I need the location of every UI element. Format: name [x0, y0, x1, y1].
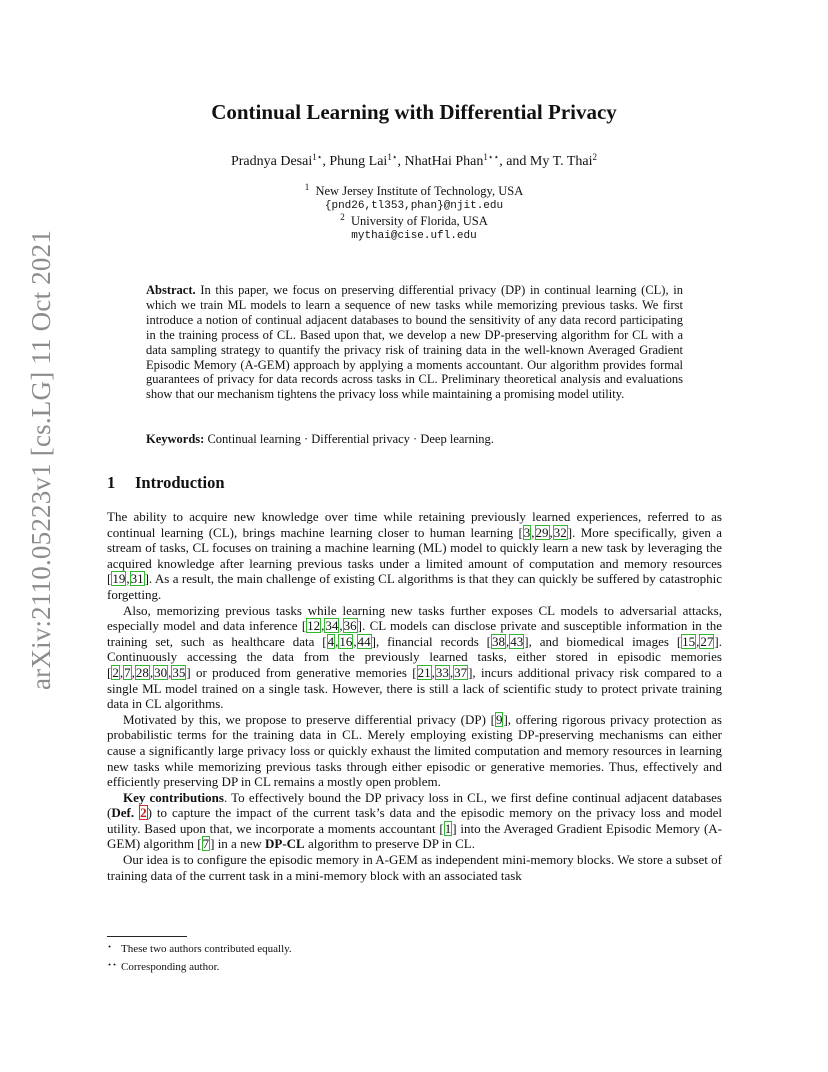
citation-link[interactable]: 9	[495, 711, 503, 727]
author-affil-mark: 1⋆	[387, 152, 398, 162]
citation-link[interactable]: 34	[325, 618, 339, 634]
introduction-body	[107, 509, 722, 883]
citation-link[interactable]: 19	[112, 571, 126, 587]
citation-link[interactable]: 37	[454, 664, 468, 680]
citation-link[interactable]: 15	[682, 633, 696, 649]
bold-term: DP-CL	[264, 836, 305, 852]
affil-mark: 2	[340, 212, 345, 222]
citation-link[interactable]: 1	[444, 820, 452, 836]
bold-term: Def.	[111, 805, 140, 821]
author-affil-mark: 1⋆	[312, 152, 323, 162]
keywords-label: Keywords:	[146, 432, 205, 446]
affiliation-line	[0, 214, 828, 229]
footnotes	[107, 939, 722, 975]
author-name: Phung Lai	[329, 154, 388, 169]
footnote-rule	[107, 936, 187, 937]
author-name: Pradnya Desai	[230, 154, 313, 169]
affiliations	[0, 184, 828, 244]
citation-link[interactable]: 27	[700, 633, 714, 649]
author-affil-mark: 1⋆⋆	[483, 152, 500, 162]
author-list	[0, 154, 828, 170]
abstract-label: Abstract.	[146, 283, 196, 297]
affiliation-line	[0, 184, 828, 199]
citation-link[interactable]: 29	[535, 524, 549, 540]
footnote	[107, 957, 722, 975]
citation-link[interactable]: 28	[135, 664, 149, 680]
author-name: NhatHai Phan	[404, 154, 484, 169]
section-title: Introduction	[135, 473, 225, 492]
body-paragraph: Key contributions. To effectively bound the DP privacy loss in CL, we first define continual adjacent databases (Def. 2) to capture the impact of the current task’s data and the episodic memory on the privacy loss and model utility. Based upon that, we incorporate a moments accountant [1] into the Averaged Gradient Episodic Memory (A-GEM) algorithm [7] in a new DP-CL algorithm to preserve DP in CL.	[107, 789, 722, 852]
abstract-text: In this paper, we focus on preserving differential privacy (DP) in continual learning (CL), in which we train ML models to learn a sequence of new tasks while memorizing previous tasks. We first introduce a notion of continual adjacent databases to bound the sensitivity of any data record participating in the training process of CL. Based upon that, we develop a new DP-preserving algorithm for CL with a data sampling strategy to quantify the privacy risk of training data in the well-known Averaged Gradient Episodic Memory (A-GEM) approach by applying a moments accountant. Our algorithm provides formal guarantees of privacy for data records across tasks in CL. Preliminary theoretical analysis and evaluations show that our mechanism tightens the privacy loss while maintaining a promising model utility.	[146, 283, 683, 402]
citation-link[interactable]: 30	[154, 664, 168, 680]
citation-link[interactable]: 36	[343, 618, 357, 634]
citation-link[interactable]: 2	[112, 664, 119, 680]
body-paragraph: Also, memorizing previous tasks while learning new tasks further exposes CL models to adversarial attacks, especially model and data inference [12,34,36]. CL models can disclose private and susceptible information in the training set, such as healthcare data [4,16,44], financial records [38,43], and biomedical images [15,27]. Continuously accessing the data from the previously learned tasks, either stored in episodic memories [2,7,28,30,35] or produced from generative memories [21,33,37], incurs additional privacy risk compared to a single ML model trained on a single task. However, there is still a lack of scientific study to protect private training data in CL algorithms.	[107, 602, 722, 712]
arxiv-side-stamp: arXiv:2110.05223v1 [cs.LG] 11 Oct 2021	[26, 229, 56, 690]
citation-link[interactable]: 44	[357, 633, 371, 649]
author-separator: , and	[499, 154, 530, 169]
definition-link[interactable]: 2	[140, 805, 147, 821]
citation-link[interactable]: 12	[307, 618, 321, 634]
body-paragraph: Motivated by this, we propose to preserve differential privacy (DP) [9], offering rigorous privacy protection as probabilistic terms for the training data in CL. Merely employing existing DP-preserving mechanisms can either cause a significantly large privacy loss or quickly exhaust the limited computation and memory resources in learning new tasks while memorizing previous tasks through either episodic or generative memories. Thus, effectively and efficiently preserving DP in CL remains a mostly open problem.	[107, 711, 722, 790]
footnote-text: These two authors contributed equally.	[121, 943, 292, 955]
affil-mark: 1	[304, 182, 310, 192]
citation-link[interactable]: 7	[202, 836, 210, 852]
citation-link[interactable]: 21	[417, 664, 431, 680]
citation-link[interactable]: 16	[339, 633, 353, 649]
institution: University of Florida, USA	[350, 214, 488, 228]
citation-link[interactable]: 33	[435, 664, 449, 680]
abstract	[146, 283, 683, 402]
keywords-text: Continual learning · Differential privacy · Deep learning.	[204, 432, 494, 446]
citation-link[interactable]: 31	[130, 571, 144, 587]
citation-link[interactable]: 3	[523, 524, 531, 540]
body-paragraph: The ability to acquire new knowledge over time while retaining previously learned experiences, referred to as continual learning (CL), brings machine learning closer to human learning [3,29,32]. More specifically, given a stream of tasks, CL focuses on training a machine learning (ML) model to quickly learn a new task by leveraging the acquired knowledge after learning previous tasks under a limited amount of computation and memory resources [19,31]. As a result, the main challenge of existing CL algorithms is that they can quickly be suffered by catastrophic forgetting.	[107, 509, 722, 602]
citation-link[interactable]: 38	[492, 633, 505, 649]
citation-link[interactable]: 7	[124, 664, 131, 680]
citation-link[interactable]: 4	[327, 633, 335, 649]
bold-term: Key contributions	[123, 789, 224, 805]
body-paragraph: Our idea is to configure the episodic memory in A-GEM as independent mini-memory blocks. We store a subset of training data of the current task in a mini-memory block with an associated task	[107, 852, 722, 883]
section-heading	[107, 473, 225, 493]
email: {pnd26,tl353,phan}@njit.edu	[324, 200, 504, 212]
author-name: My T. Thai	[529, 154, 593, 169]
author-separator: ,	[322, 154, 330, 169]
author-separator: ,	[397, 154, 405, 169]
author-affil-mark: 2	[592, 152, 598, 162]
paper-title: Continual Learning with Differential Privacy	[211, 100, 617, 124]
footnote-mark: ⋆⋆	[107, 960, 118, 969]
citation-link[interactable]: 35	[172, 664, 186, 680]
footnote	[107, 939, 722, 957]
email: mythai@cise.ufl.edu	[351, 230, 477, 242]
institution: New Jersey Institute of Technology, USA	[315, 184, 524, 198]
section-number: 1	[107, 473, 116, 492]
citation-link[interactable]: 32	[553, 524, 567, 540]
citation-link[interactable]: 43	[510, 633, 524, 649]
keywords	[146, 432, 683, 447]
footnote-text: Corresponding author.	[121, 961, 220, 973]
footnote-mark: ⋆	[107, 942, 113, 951]
